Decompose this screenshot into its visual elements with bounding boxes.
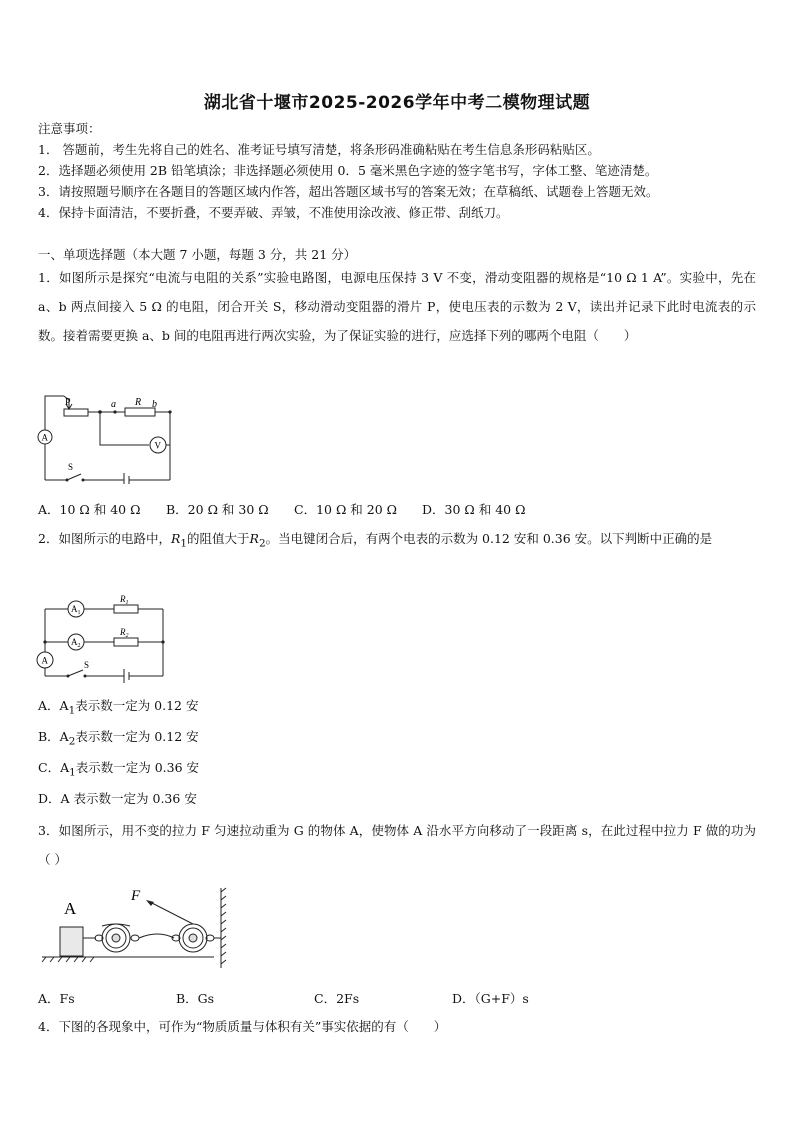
question-3-options: [38, 989, 529, 1007]
point-label-a: a: [111, 399, 116, 410]
question-2-circuit-figure: [36, 594, 168, 686]
q1-option-c[interactable]: C．10 Ω 和 20 Ω: [294, 502, 397, 517]
question-1-options: [38, 500, 525, 518]
notice-item-1: 1． 答题前，考生先将自己的姓名、准考证号填写清楚，将条形码准确粘贴在考生信息条形码粘贴区。: [38, 142, 600, 157]
notice-item-2: 2．选择题必须使用 2B 铅笔填涂；非选择题必须使用 0．5 毫米黑色字迹的签字笔书写，字体工整、笔迹清楚。: [38, 163, 658, 178]
q1-option-b[interactable]: B．20 Ω 和 30 Ω: [166, 502, 269, 517]
ammeter-a2-label: $A_2$: [71, 637, 81, 649]
wall-hatching: [221, 888, 226, 964]
page-title: 湖北省十堰市2025-2026学年中考二模物理试题: [203, 93, 591, 113]
force-arrow-head: [146, 900, 154, 906]
ground-hatching: [42, 957, 94, 962]
resistor-r1-label: $R_1$: [120, 594, 129, 606]
notice-item-3: 3．请按照题号顺序在各题目的答题区域内作答，超出答题区域书写的答案无效；在草稿纸、试题卷上答题无效。: [38, 184, 659, 199]
q1-option-a[interactable]: A．10 Ω 和 40 Ω: [38, 502, 141, 517]
question-1-stem: 1．如图所示是探究“电流与电阻的关系”实验电路图，电源电压保持 3 V 不变，滑动变阻器的规格是“10 Ω 1 A”。实验中，先在 a、b 两点间接入 5 Ω 的电阻，闭合开关 S，移动滑动变阻器的滑片 P，使电压表的示数为 2 V，读出并记录下此时电流表的示数。接着需要更换 a、b 间的电阻再进行两次实验，为了保证实验的进行，应选择下列的哪两个电阻（ ）: [38, 270, 756, 343]
q3-option-a[interactable]: A．Fs: [38, 991, 75, 1006]
point-label-b: b: [152, 399, 157, 410]
ammeter-a1-label: $A_1$: [71, 604, 81, 616]
question-4-stem: 4．下图的各现象中，可作为“物质质量与体积有关”事实依据的有（ ）: [38, 1019, 447, 1034]
question-3-pulley-figure: [38, 880, 234, 972]
section-heading: 一、单项选择题（本大题 7 小题，每题 3 分，共 21 分）: [38, 247, 357, 262]
r1-symbol: R: [170, 531, 181, 546]
question-1-circuit-figure: [36, 392, 176, 484]
question-2-stem: 2．如图所示的电路中，$R_1$的阻值大于$R_2$。当电键闭合后，有两个电表的示数为 0.12 安和 0.36 安。以下判断中正确的是: [38, 531, 713, 550]
switch-s-label: S: [84, 660, 90, 670]
question-3-stem: 3．如图所示，用不变的拉力 F 匀速拉动重为 G 的物体 A，使物体 A 沿水平方向移动了一段距离 s，在此过程中拉力 F 做的功为（ ）: [38, 823, 756, 867]
q2-option-d[interactable]: D．A 表示数一定为 0.36 安: [38, 791, 197, 806]
q3-option-b[interactable]: B．Gs: [176, 991, 215, 1006]
resistor-r2-label: $R_2$: [120, 627, 129, 639]
ammeter-a-label: A: [41, 655, 48, 666]
voltmeter-label: V: [154, 440, 161, 451]
block-a: [60, 927, 83, 956]
q2-option-a[interactable]: A．$A_1$表示数一定为 0.12 安: [38, 698, 199, 717]
slider-label-p: P: [65, 397, 71, 408]
q1-option-d[interactable]: D．30 Ω 和 40 Ω: [422, 502, 526, 517]
notice-heading: 注意事项：: [38, 121, 101, 136]
q3-option-d[interactable]: D．（G+F）s: [452, 991, 529, 1006]
switch-label: S: [68, 462, 74, 472]
block-a-label: A: [64, 899, 77, 918]
resistor-label-r: R: [135, 397, 142, 408]
force-f-label: F: [131, 888, 141, 904]
q3-option-c[interactable]: C．2Fs: [314, 991, 360, 1006]
q2-option-b[interactable]: B．$A_2$表示数一定为 0.12 安: [38, 729, 199, 748]
notice-item-4: 4．保持卡面清洁，不要折叠，不要弄破、弄皱，不准使用涂改液、修正带、刮纸刀。: [38, 205, 509, 220]
ammeter-label: A: [41, 432, 48, 443]
r2-symbol: R: [249, 531, 259, 546]
q2-option-c[interactable]: C．$A_1$表示数一定为 0.36 安: [38, 760, 199, 779]
